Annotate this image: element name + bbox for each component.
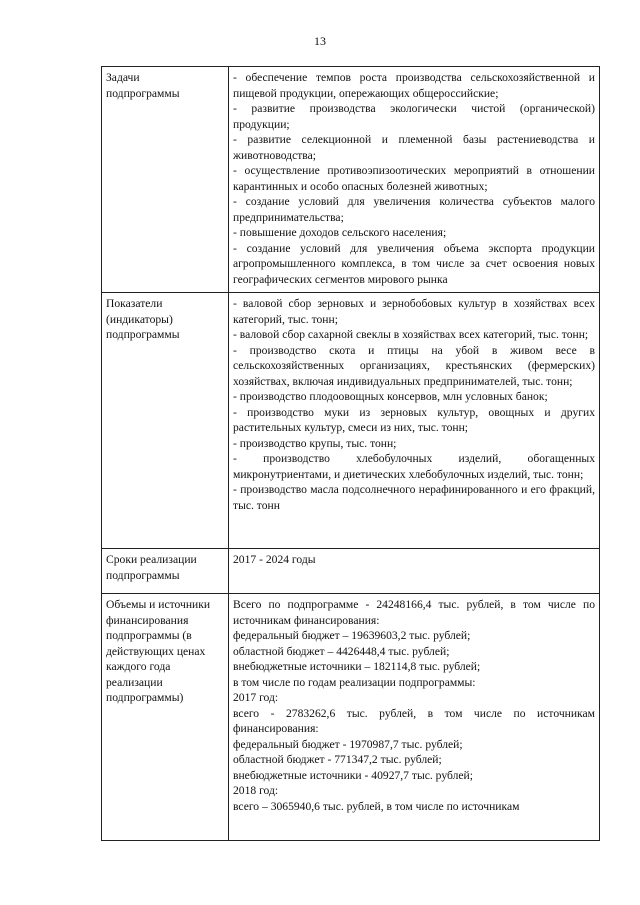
- page-number: 13: [314, 34, 326, 48]
- list-item: всего – 3065940,6 тыс. рублей, в том числе по источникам: [233, 799, 520, 813]
- list-item: - производство плодоовощных консервов, млн условных банок;: [233, 390, 548, 403]
- list-item: областной бюджет – 4426448,4 тыс. рублей;: [233, 644, 450, 658]
- list-item: - повышение доходов сельского населения;: [233, 226, 447, 239]
- list-item: всего - 2783262,6 тыс. рублей, в том числе по источникам финансирования:: [233, 706, 595, 735]
- table-row-terms: [102, 549, 600, 594]
- row-content: [229, 67, 600, 293]
- list-item: внебюджетные источники – 182114,8 тыс. рублей;: [233, 660, 481, 673]
- list-item: 2017 - 2024 годы: [233, 553, 316, 566]
- row-label: [102, 67, 229, 293]
- list-item: - производство муки из зерновых культур, овощных и других растительных культур, смеси из них, тыс. тонн;: [233, 405, 595, 434]
- list-item: - создание условий для увеличения объема экспорта продукции агропромышленного комплекса, в том числе за счет освоения новых географических сегментов мирового рынка: [233, 241, 595, 286]
- list-item: - производство крупы, тыс. тонн;: [233, 436, 397, 450]
- list-item: - производство масла подсолнечного нерафинированного и его фракций, тыс. тонн: [233, 483, 595, 512]
- row-content: [229, 594, 600, 841]
- row-label-text: Объемы и источники финансирования подпрограммы (в действующих ценах каждого года реализации подпрограммы): [106, 598, 211, 704]
- list-item: - валовой сбор зерновых и зернобобовых культур в хозяйствах всех категорий, тыс. тонн;: [233, 297, 595, 326]
- list-item: - осуществление противоэпизоотических мероприятий в отношении карантинных и особо опасных болезней животных;: [233, 164, 595, 193]
- row-label: [102, 594, 229, 841]
- list-item: - обеспечение темпов роста производства сельскохозяйственной и пищевой продукции, опережающих общероссийские;: [233, 71, 595, 100]
- row-content: [229, 293, 600, 549]
- list-item: федеральный бюджет - 1970987,7 тыс. рублей;: [233, 737, 463, 751]
- list-item: 2018 год:: [233, 784, 279, 797]
- list-item: - развитие селекционной и племенной базы растениеводства и животноводства;: [233, 133, 595, 162]
- row-label-text: Показатели (индикаторы) подпрограммы: [106, 297, 180, 341]
- row-content: [229, 549, 600, 594]
- list-item: областной бюджет - 771347,2 тыс. рублей;: [233, 753, 442, 766]
- row-label-text: Сроки реализации подпрограммы: [106, 553, 197, 582]
- list-item: - производство скота и птицы на убой в живом весе в сельскохозяйственных организациях, крестьянских (фермерских) хозяйствах, включая индивидуальных предпринимателей, тыс. тонн;: [233, 343, 595, 388]
- list-item: внебюджетные источники - 40927,7 тыс. рублей;: [233, 768, 473, 782]
- list-item: Всего по подпрограмме - 24248166,4 тыс. рублей, в том числе по источникам финансирования:: [233, 598, 595, 627]
- list-item: - развитие производства экологически чистой (органической) продукции;: [233, 102, 595, 131]
- table-row-tasks: [102, 67, 600, 293]
- list-item: - валовой сбор сахарной свеклы в хозяйствах всех категорий, тыс. тонн;: [233, 328, 589, 341]
- list-item: в том числе по годам реализации подпрограммы:: [233, 675, 476, 689]
- list-item: - производство хлебобулочных изделий, обогащенных микронутриентами, и диетических хлебобулочных изделий, тыс. тонн;: [233, 452, 595, 481]
- list-item: - создание условий для увеличения количества субъектов малого предпринимательства;: [233, 195, 595, 224]
- table-row-funding: [102, 594, 600, 841]
- passport-table: [101, 66, 600, 841]
- row-label: [102, 293, 229, 549]
- row-label: [102, 549, 229, 594]
- table-row-indicators: [102, 293, 600, 549]
- list-item: 2017 год:: [233, 691, 279, 704]
- list-item: федеральный бюджет – 19639603,2 тыс. рублей;: [233, 629, 471, 642]
- row-label-text: Задачи подпрограммы: [106, 71, 180, 100]
